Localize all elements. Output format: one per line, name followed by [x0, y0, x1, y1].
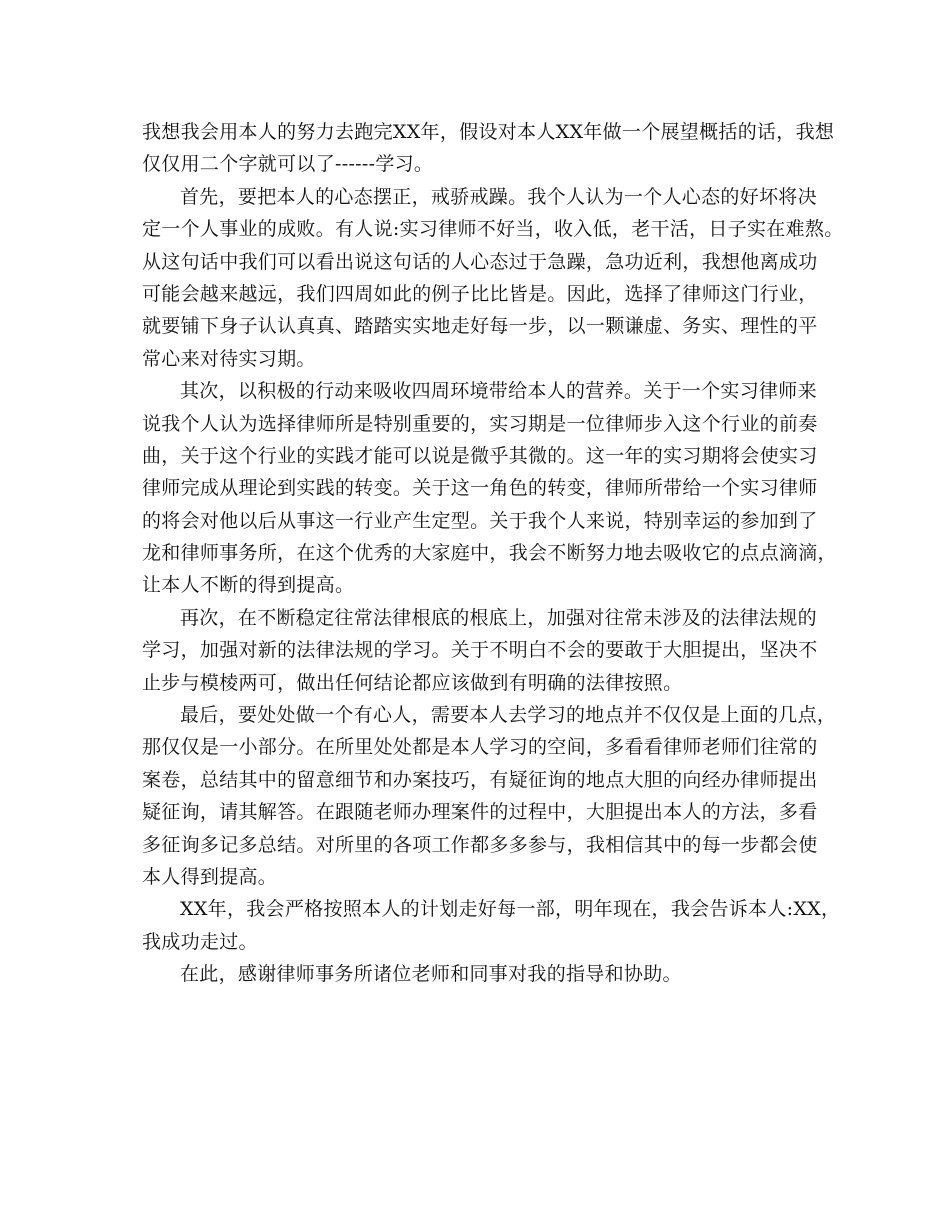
text-line: 说我个人认为选择律师所是特别重要的，实习期是一位律师步入这个行业的前奏	[142, 412, 818, 435]
text-line: 止步与模棱两可，做出任何结论都应该做到有明确的法律按照。	[142, 671, 683, 694]
text-line: 龙和律师事务所，在这个优秀的大家庭中，我会不断努力地去吸收它的点点滴滴，	[142, 542, 837, 565]
text-line: 案卷，总结其中的留意细节和办案技巧，有疑征询的地点大胆的向经办律师提出	[142, 768, 818, 791]
paragraph-start-line: 其次，以积极的行动来吸收四周环境带给本人的营养。关于一个实习律师来	[180, 380, 817, 403]
text-line: 疑征询，请其解答。在跟随老师办理案件的过程中，大胆提出本人的方法，多看	[142, 801, 818, 824]
text-line: 从这句话中我们可以看出说这句话的人心态过于急躁，急功近利，我想他离成功	[142, 250, 818, 273]
document-body	[142, 116, 844, 991]
text-line: 多征询多记多总结。对所里的各项工作都多多参与，我相信其中的每一步都会使	[142, 833, 818, 856]
text-line: 我成功走过。	[142, 930, 258, 953]
paragraph-start-line: 最后，要处处做一个有心人，需要本人去学习的地点并不仅仅是上面的几点，	[180, 704, 837, 727]
text-line: 学习，加强对新的法律法规的学习。关于不明白不会的要敢于大胆提出，坚决不	[142, 639, 818, 662]
text-line: 仅仅用二个字就可以了------学习。	[142, 153, 434, 176]
text-line: 那仅仅是一小部分。在所里处处都是本人学习的空间，多看看律师老师们往常的	[142, 736, 818, 759]
paragraph-start-line: 在此，感谢律师事务所诸位老师和同事对我的指导和协助。	[180, 963, 682, 986]
text-line: 让本人不断的得到提高。	[142, 574, 355, 597]
paragraph-start-line: XX年，我会严格按照本人的计划走好每一部，明年现在，我会告诉本人:XX，	[180, 898, 841, 921]
text-line: 就要铺下身子认认真真、踏踏实实地走好每一步，以一颗谦虚、务实、理性的平	[142, 315, 818, 338]
paragraph-start-line: 再次，在不断稳定往常法律根底的根底上，加强对往常未涉及的法律法规的	[180, 606, 817, 629]
text-line: 曲，关于这个行业的实践才能可以说是微乎其微的。这一年的实习期将会使实习	[142, 444, 818, 467]
text-line: 本人得到提高。	[142, 865, 278, 888]
paragraph-start-line: 首先，要把本人的心态摆正，戒骄戒躁。我个人认为一个人心态的好坏将决	[180, 185, 817, 208]
text-line: 可能会越来越远，我们四周如此的例子比比皆是。因此，选择了律师这门行业，	[142, 282, 818, 305]
text-line: 定一个人事业的成败。有人说:实习律师不好当，收入低，老干活，日子实在难熬。	[142, 218, 844, 241]
text-line: 的将会对他以后从事这一行业产生定型。关于我个人来说，特别幸运的参加到了	[142, 509, 818, 532]
text-line: 我想我会用本人的努力去跑完XX年，假设对本人XX年做一个展望概括的话，我想	[142, 121, 835, 143]
text-line: 常心来对待实习期。	[142, 347, 316, 370]
text-line: 律师完成从理论到实践的转变。关于这一角色的转变，律师所带给一个实习律师	[142, 477, 818, 500]
